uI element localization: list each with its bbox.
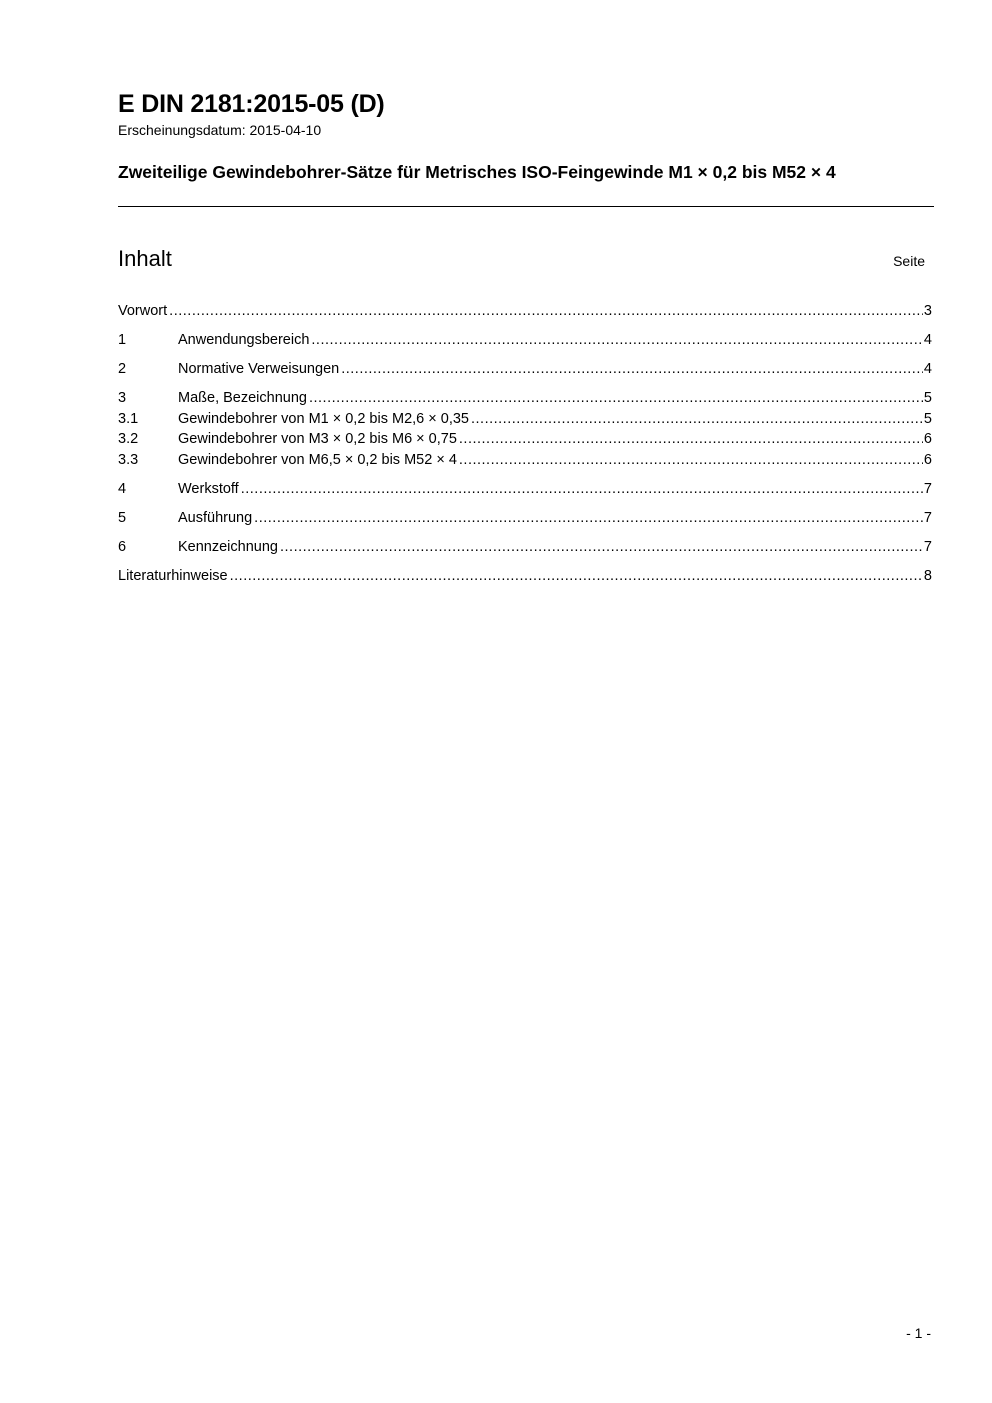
toc-leader-dots (471, 409, 923, 429)
toc-entry-1[interactable] (118, 330, 932, 350)
toc-entry-title: Anwendungsbereich (178, 332, 310, 348)
toc-leader-dots (459, 429, 923, 449)
toc-page-column-label: Seite (893, 253, 925, 269)
toc-entry-title: Gewindebohrer von M3 × 0,2 bis M6 × 0,75 (178, 431, 457, 447)
toc-entry-number: 3.3 (118, 452, 139, 468)
toc-entry-number: 5 (118, 510, 127, 526)
toc-entry-3-3[interactable] (118, 450, 932, 470)
toc-entry-number: 3 (118, 390, 127, 406)
toc-entry-page: 6 (923, 431, 932, 447)
toc-entry-3-1[interactable] (118, 409, 932, 429)
title-divider (118, 206, 934, 207)
toc-entry-bibliography[interactable] (118, 566, 932, 586)
toc-entry-page: 4 (923, 361, 932, 377)
toc-entry-4[interactable] (118, 479, 932, 499)
toc-entry-title: Kennzeichnung (178, 539, 278, 555)
toc-entry-3[interactable] (118, 388, 932, 408)
toc-entry-title: Normative Verweisungen (178, 361, 340, 377)
toc-entry-number: 2 (118, 361, 127, 377)
toc-entry-title: Gewindebohrer von M6,5 × 0,2 bis M52 × 4 (178, 452, 457, 468)
toc-entry-title: Literaturhinweise (118, 568, 228, 584)
toc-entry-page: 7 (923, 510, 932, 526)
toc-entry-page: 3 (923, 303, 932, 319)
toc-entry-page: 4 (923, 332, 932, 348)
toc-entry-page: 5 (923, 411, 932, 427)
toc-entry-title: Ausführung (178, 510, 253, 526)
toc-leader-dots (230, 566, 923, 586)
toc-entry-5[interactable] (118, 508, 932, 528)
toc-entry-3-2[interactable] (118, 429, 932, 449)
page-number: - 1 - (906, 1325, 931, 1341)
toc-entry-title: Werkstoff (178, 481, 239, 497)
toc-entry-number: 3.1 (118, 411, 139, 427)
toc-entry-number: 4 (118, 481, 127, 497)
document-id: E DIN 2181:2015-05 (D) (118, 90, 385, 118)
toc-leader-dots (311, 330, 923, 350)
toc-entry-page: 7 (923, 539, 932, 555)
toc-entry-number: 1 (118, 332, 127, 348)
toc-leader-dots (309, 388, 923, 408)
toc-leader-dots (341, 359, 923, 379)
toc-entry-page: 5 (923, 390, 932, 406)
toc-entry-number: 6 (118, 539, 127, 555)
toc-leader-dots (241, 479, 923, 499)
toc-entry-2[interactable] (118, 359, 932, 379)
toc-entry-title: Vorwort (118, 303, 168, 319)
toc-entry-foreword[interactable] (118, 301, 932, 321)
toc-leader-dots (459, 450, 923, 470)
release-date: Erscheinungsdatum: 2015-04-10 (118, 122, 322, 138)
toc-entry-page: 8 (923, 568, 932, 584)
toc-entry-page: 7 (923, 481, 932, 497)
toc-entry-number: 3.2 (118, 431, 139, 447)
document-title: Zweiteilige Gewindebohrer-Sätze für Metrisches ISO-Feingewinde M1 × 0,2 bis M52 × 4 (118, 162, 836, 182)
toc-entry-6[interactable] (118, 537, 932, 557)
toc-entry-title: Gewindebohrer von M1 × 0,2 bis M2,6 × 0,35 (178, 411, 469, 427)
toc-heading: Inhalt (118, 246, 172, 271)
toc-entry-page: 6 (923, 452, 932, 468)
toc-leader-dots (169, 301, 923, 321)
toc-entry-title: Maße, Bezeichnung (178, 390, 307, 406)
toc-leader-dots (254, 508, 923, 528)
toc-leader-dots (280, 537, 923, 557)
